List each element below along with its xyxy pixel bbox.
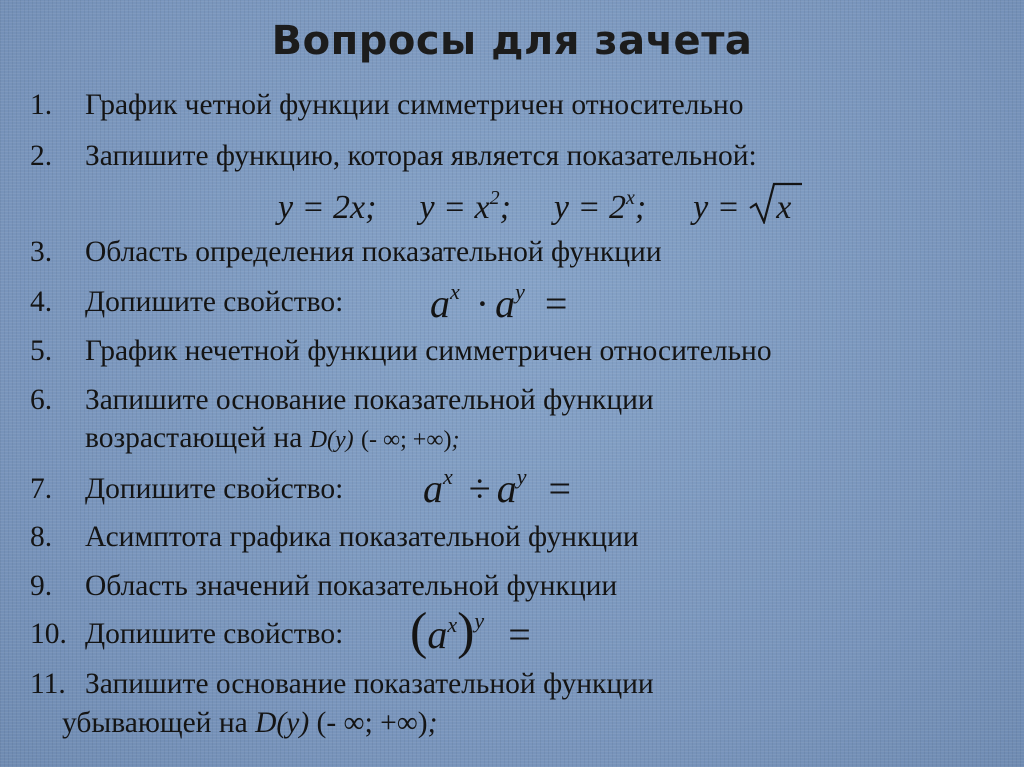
formula-option-linear: y = 2x;: [278, 189, 377, 226]
item-text: Асимптота графика показательной функции: [85, 521, 639, 553]
formula-function-options: [278, 186, 802, 234]
item-number: 10.: [30, 618, 67, 650]
page-title: Вопросы для зачета: [271, 18, 753, 64]
formula-option-power: $y = x^2$;: [419, 187, 511, 226]
domain-label: D(y): [309, 427, 354, 453]
item-text: Допишите свойство:: [85, 618, 344, 650]
item-text: Допишите свойство:: [85, 473, 344, 505]
item-text: Допишите свойство:: [85, 286, 344, 318]
item-number: 8.: [30, 521, 53, 553]
item-number: 6.: [30, 384, 53, 416]
item-text: Запишите функцию, которая является показательной:: [85, 140, 757, 172]
formula-quotient-property: $a^x \div a^y$ =: [423, 464, 572, 511]
formula-product-property: $a^x \cdot a^y$ =: [430, 279, 568, 326]
sqrt-symbol: x: [748, 186, 802, 226]
list-item-continuation: убывающей на D(y) (- ∞; +∞);: [62, 707, 438, 739]
item-number: 1.: [30, 89, 53, 121]
item-text: Область значений показательной функции: [85, 570, 618, 602]
formula-option-sqrt: y = x: [693, 189, 802, 226]
item-text: убывающей на: [62, 707, 248, 739]
item-text: возрастающей на: [85, 422, 303, 454]
item-number: 2.: [30, 140, 53, 172]
item-number: 11.: [30, 668, 66, 700]
item-number: 4.: [30, 286, 53, 318]
item-number: 3.: [30, 236, 53, 268]
item-number: 5.: [30, 335, 53, 367]
domain-label: D(y): [255, 707, 310, 739]
interval: (- ∞; +∞): [316, 707, 428, 739]
item-text: Запишите основание показательной функции: [85, 384, 654, 416]
item-text: График нечетной функции симметричен относительно: [85, 335, 772, 367]
item-number: 7.: [30, 473, 53, 505]
item-text: Запишите основание показательной функции: [85, 668, 654, 700]
formula-power-property: $(a^x)^y$ =: [410, 603, 531, 660]
item-text: График четной функции симметричен относительно: [85, 89, 744, 121]
interval: (- ∞; +∞): [361, 427, 452, 453]
list-item-continuation: возрастающей на D(y) (- ∞; +∞);: [85, 422, 460, 454]
item-number: 9.: [30, 570, 53, 602]
formula-option-exponential: $y = 2^x$;: [553, 187, 647, 226]
item-text: Область определения показательной функции: [85, 236, 662, 268]
